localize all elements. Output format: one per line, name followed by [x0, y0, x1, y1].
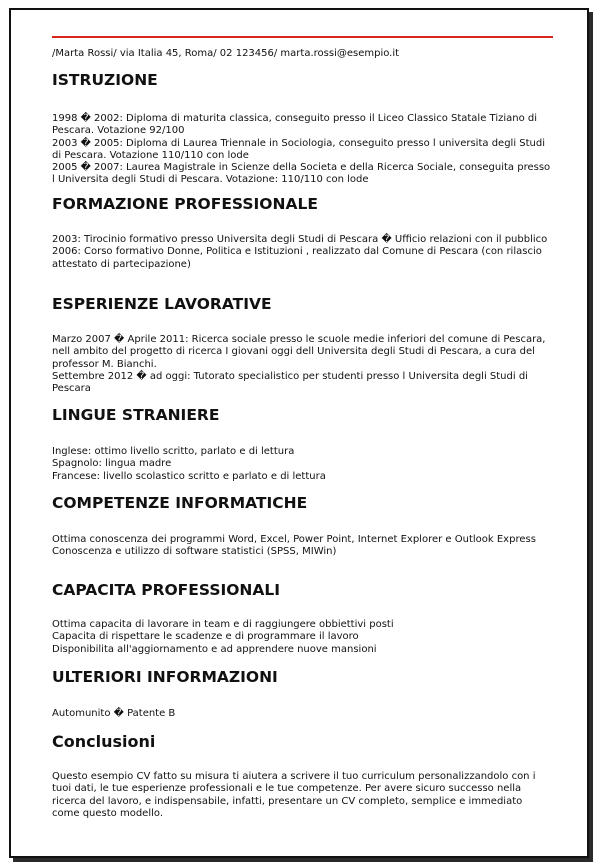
section-title: FORMAZIONE PROFESSIONALE	[52, 195, 318, 213]
section-body	[52, 446, 552, 483]
text-line: Capacita di rispettare le scadenze e di programmare il lavoro	[52, 631, 359, 643]
section-conclusioni	[52, 733, 552, 820]
text-line: 2003: Tirocinio formativo presso Universita degli Studi di Pescara � Ufficio relazioni con il pubblico	[52, 234, 548, 245]
text-line: Settembre 2012 � ad oggi: Tutorato specialistico per studenti presso l Universita degli Studi di Pescara	[52, 370, 528, 395]
text-line: Conoscenza e utilizzo di software statistici (SPSS, MIWin)	[52, 546, 337, 558]
text-line: Spagnolo: lingua madre	[52, 458, 172, 470]
text-line: Disponibilita all'aggiornamento e ad apprendere nuove mansioni	[52, 643, 377, 655]
section-body	[52, 334, 552, 395]
text-line: 2006: Corso formativo Donne, Politica e Istituzioni , realizzato dal Comune di Pescara (con rilascio attestato di partecipazione)	[52, 246, 542, 270]
text-line: 2003 � 2005: Diploma di Laurea Triennale in Sociologia, conseguito presso l universita degli Studi di Pescara. Votazione 110/110 con lode	[52, 137, 546, 161]
section-body	[52, 534, 552, 559]
text-line: Marzo 2007 � Aprile 2011: Ricerca sociale presso le scuole medie inferiori del comune di Pescara, nell ambito del progetto di ricerca I giovani oggi dell Universita degli Studi di Pescara, a cura del professor M. Bianchi.	[52, 334, 546, 370]
section-body	[52, 234, 552, 271]
text-line: Ottima capacita di lavorare in team e di raggiungere obbiettivi posti	[52, 619, 394, 630]
section-body	[52, 113, 552, 187]
section-esperienze-lavorative	[52, 295, 552, 395]
contact-line: /Marta Rossi/ via Italia 45, Roma/ 02 123456/ marta.rossi@esempio.it	[52, 48, 400, 59]
text-line: Francese: livello scolastico scritto e parlato e di lettura	[52, 470, 326, 482]
text-line: Automunito � Patente B	[52, 708, 176, 719]
section-title: ULTERIORI INFORMAZIONI	[52, 668, 278, 686]
section-title: Conclusioni	[52, 732, 156, 751]
section-title: LINGUE STRANIERE	[52, 406, 220, 424]
section-title: ESPERIENZE LAVORATIVE	[52, 295, 272, 313]
text-line: Questo esempio CV fatto su misura ti aiutera a scrivere il tuo curriculum personalizzandolo con i tuoi dati, le tue esperienze professionali e le tue competenze. Per avere sicuro successo nella ricerca del lavoro, e indispensabile, infatti, presentare un CV completo, semplice e immediato come questo modello.	[52, 771, 536, 819]
section-title: COMPETENZE INFORMATICHE	[52, 494, 308, 512]
text-line: 1998 � 2002: Diploma di maturita classica, conseguito presso il Liceo Classico Statale Tiziano di Pescara. Votazione 92/100	[52, 113, 538, 137]
text-line: Inglese: ottimo livello scritto, parlato e di lettura	[52, 446, 295, 457]
section-body	[52, 771, 552, 820]
section-capacita-professionali	[52, 581, 552, 656]
text-line: Ottima conoscenza dei programmi Word, Excel, Power Point, Internet Explorer e Outlook Express	[52, 534, 536, 545]
section-body	[52, 619, 552, 656]
section-title: ISTRUZIONE	[52, 71, 158, 89]
text-line: 2005 � 2007: Laurea Magistrale in Scienze della Societa e della Ricerca Sociale, conseguita presso l Universita degli Studi di Pescara. Votazione: 110/110 con lode	[52, 162, 551, 186]
section-ulteriori-informazioni	[52, 668, 552, 720]
section-formazione-professionale	[52, 195, 552, 271]
section-body	[52, 708, 552, 720]
section-istruzione	[52, 71, 552, 187]
section-lingue-straniere	[52, 406, 552, 483]
section-title: CAPACITA PROFESSIONALI	[52, 581, 281, 599]
section-competenze-informatiche	[52, 494, 552, 559]
header-accent-line	[52, 36, 553, 38]
